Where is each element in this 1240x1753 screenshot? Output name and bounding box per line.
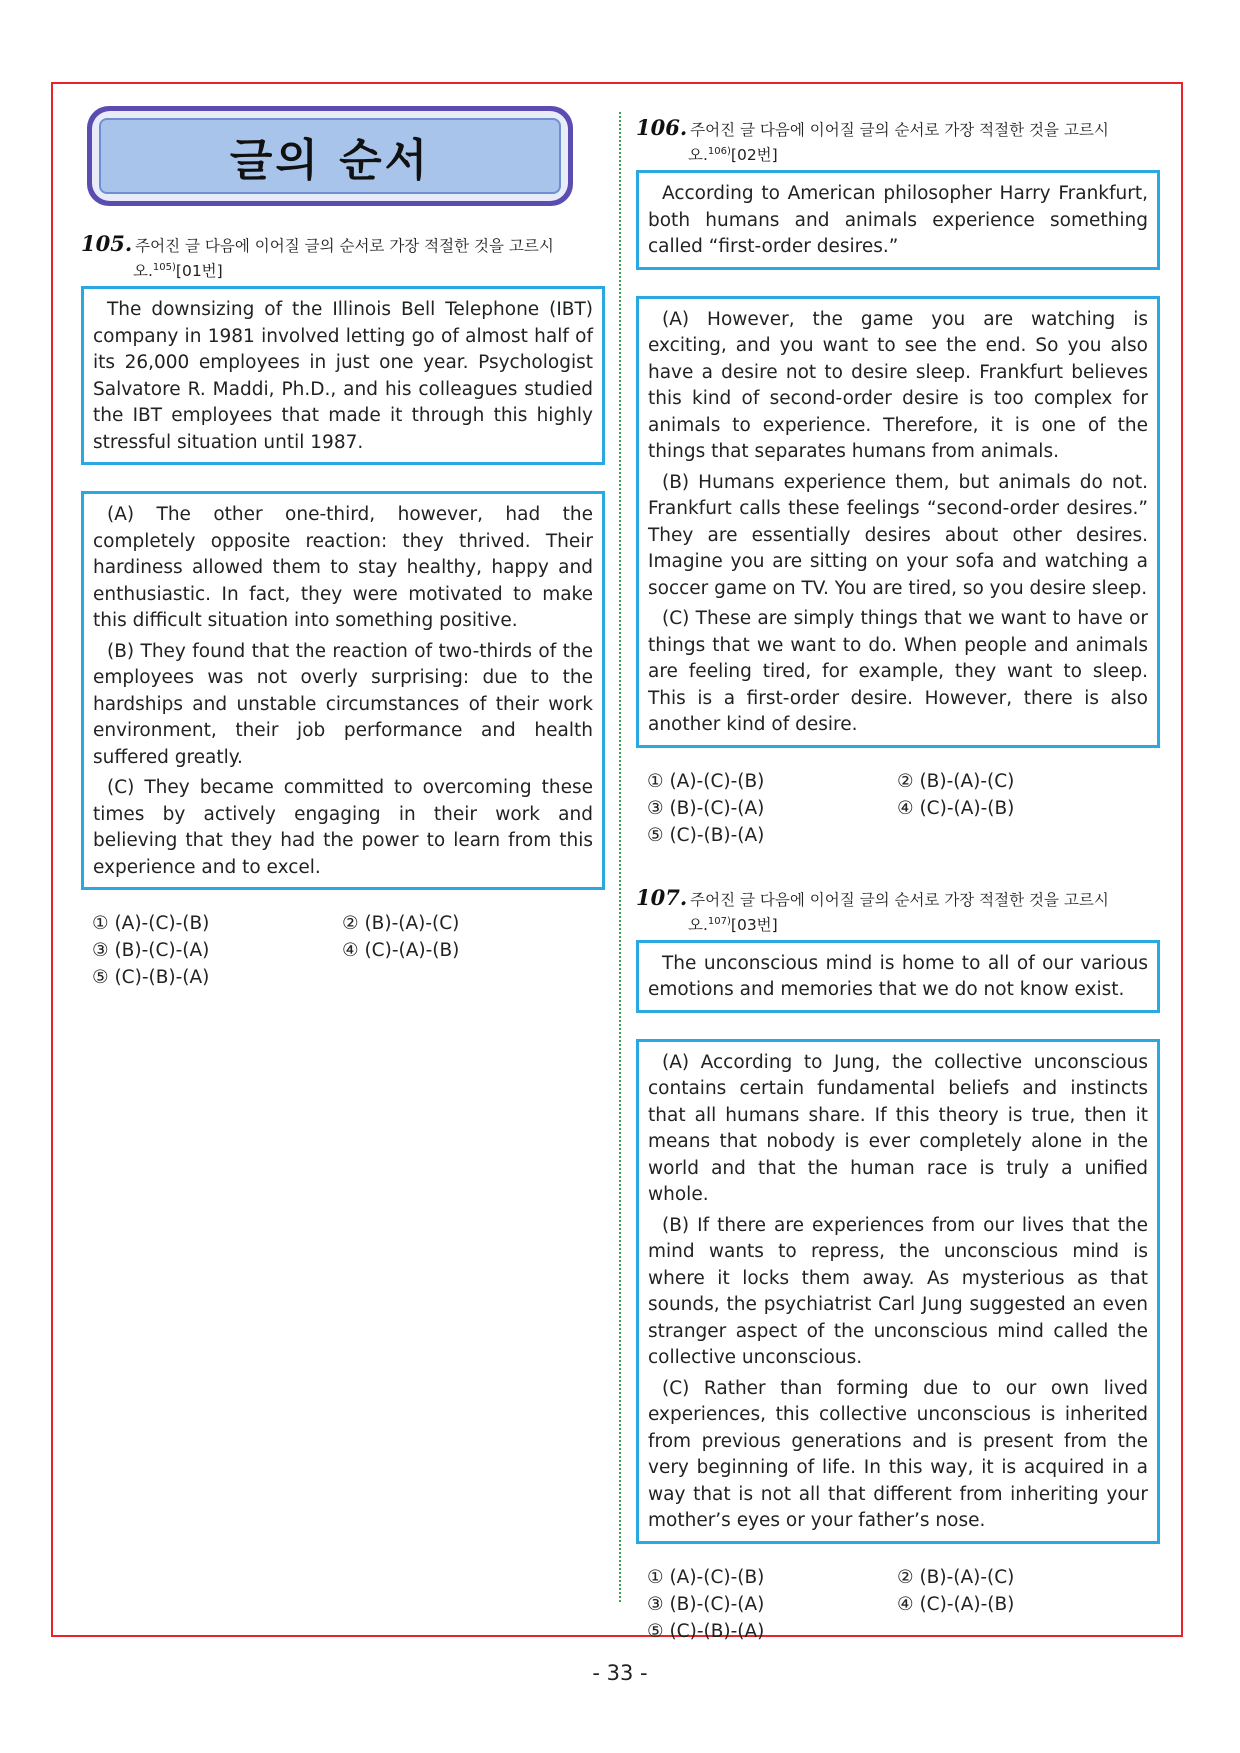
answer-choices — [636, 1564, 1160, 1645]
question-number: 105. — [81, 231, 133, 256]
question-header: 107. 주어진 글 다음에 이어질 글의 순서로 가장 적절한 것을 고르시 오.$^{107)}$[03번] — [636, 884, 1109, 934]
question-header: 106. 주어진 글 다음에 이어질 글의 순서로 가장 적절한 것을 고르시 오.$^{106)}$[02번] — [636, 115, 1109, 165]
choice-3[interactable]: ③ (B)-(C)-(A) — [647, 797, 765, 819]
choice-1[interactable]: ① (A)-(C)-(B) — [92, 913, 210, 935]
given-passage: According to American philosopher Harry Frankfurt, both humans and animals experience something called “first-order desires.” — [648, 183, 1148, 258]
paragraph-a: (A) According to Jung, the collective unconscious contains certain fundamental beliefs and instincts that all humans share. If this theory is true, then it means that nobody is ever completely alone in the world and that the human race is truly a unified whole. — [648, 1051, 1148, 1206]
right-column — [636, 117, 1160, 1645]
paragraph-b: (B) If there are experiences from our lives that the mind wants to repress, the unconscious mind is where it locks them away. As mysterious as that sounds, the psychiatrist Carl Jung suggested an even stranger aspect of the unconscious mind called the collective unconscious. — [648, 1214, 1148, 1369]
question-tag: [01번] — [175, 262, 223, 281]
question-instruction: 주어진 글 다음에 이어질 글의 순서로 가장 적절한 것을 고르시 — [690, 890, 1109, 909]
given-passage-box — [636, 940, 1160, 1013]
question-107 — [636, 884, 1160, 1645]
footnote-ref: 107) — [707, 915, 731, 927]
paragraph-c: (C) These are simply things that we want to have or things that we want to do. When people and animals are feeling tired, for example, they want to sleep. This is a first-order desire. However, there is also another kind of desire. — [648, 608, 1148, 736]
choice-2[interactable]: ② (B)-(A)-(C) — [897, 770, 1015, 792]
choice-4[interactable]: ④ (C)-(A)-(B) — [897, 1593, 1015, 1615]
choice-2[interactable]: ② (B)-(A)-(C) — [342, 913, 460, 935]
choice-3[interactable]: ③ (B)-(C)-(A) — [647, 1593, 765, 1615]
question-instruction: 주어진 글 다음에 이어질 글의 순서로 가장 적절한 것을 고르시 — [135, 237, 554, 255]
question-number: 106. — [636, 115, 688, 140]
ordering-paragraphs-box — [81, 491, 605, 890]
question-number: 107. — [636, 884, 688, 910]
answer-choices — [636, 768, 1160, 849]
choice-1[interactable]: ① (A)-(C)-(B) — [647, 770, 765, 792]
paragraph-b: (B) Humans experience them, but animals do not. Frankfurt calls these feelings “second-order desires.” They are essentially desires about other desires. Imagine you are sitting on your sofa and watching a soccer game on TV. You are tired, so you desire sleep. — [648, 471, 1148, 599]
page-number: - 33 - — [592, 1661, 648, 1685]
ordering-paragraphs-box — [636, 296, 1160, 748]
given-passage: The unconscious mind is home to all of our various emotions and memories that we do not know exist. — [648, 952, 1148, 1001]
paragraph-c: (C) They became committed to overcoming these times by actively engaging in their work and believing that they had the power to learn from this experience and to excel. — [93, 777, 593, 878]
question-instruction: 주어진 글 다음에 이어질 글의 순서로 가장 적절한 것을 고르시 — [690, 121, 1109, 139]
choice-5[interactable]: ⑤ (C)-(B)-(A) — [647, 1620, 765, 1642]
paragraph-a: (A) However, the game you are watching is exciting, and you want to see the end. So you also have a desire not to desire sleep. Frankfurt believes this kind of second-order desire is too complex for animals to experience. Therefore, it is one of the things that separates humans from animals. — [648, 308, 1148, 463]
given-passage-box — [81, 286, 605, 465]
question-header: 105. 주어진 글 다음에 이어질 글의 순서로 가장 적절한 것을 고르시 오.$^{105)}$[01번] — [81, 231, 554, 281]
given-passage: The downsizing of the Illinois Bell Telephone (IBT) company in 1981 involved letting go of almost half of its 26,000 employees in just one year. Psychologist Salvatore R. Maddi, Ph.D., and his colleagues studied the IBT employees that made it through this highly stressful situation until 1987. — [93, 299, 593, 453]
choice-4[interactable]: ④ (C)-(A)-(B) — [342, 940, 460, 962]
ordering-paragraphs-box — [636, 1039, 1160, 1544]
answer-choices — [81, 910, 605, 991]
footnote-ref: 105) — [152, 262, 176, 273]
footnote-ref: 106) — [707, 146, 731, 157]
choice-5[interactable]: ⑤ (C)-(B)-(A) — [92, 967, 210, 989]
choice-3[interactable]: ③ (B)-(C)-(A) — [92, 940, 210, 962]
choice-2[interactable]: ② (B)-(A)-(C) — [897, 1566, 1015, 1588]
question-tag: [03번] — [730, 915, 778, 934]
question-105 — [81, 233, 605, 991]
section-title: 글의 순서 — [229, 135, 431, 186]
section-banner — [87, 106, 573, 206]
left-column — [81, 106, 605, 991]
choice-4[interactable]: ④ (C)-(A)-(B) — [897, 797, 1015, 819]
paragraph-a: (A) The other one-third, however, had the completely opposite reaction: they thrived. Their hardiness allowed them to stay healthy, happy and enthusiastic. In fact, they were motivated to make this difficult situation into something positive. — [93, 504, 593, 632]
given-passage-box — [636, 170, 1160, 270]
paragraph-c: (C) Rather than forming due to our own lived experiences, this collective unconscious is inherited from previous generations and is present from the very beginning of life. In this way, it is acquired in a way that is not all that different from inheriting your mother’s eyes or your father’s nose. — [648, 1377, 1148, 1532]
question-106 — [636, 117, 1160, 849]
paragraph-b: (B) They found that the reaction of two-thirds of the employees was not overly surprising: due to the hardships and unstable circumstances of their work environment, their job performance and health suffered greatly. — [93, 640, 593, 768]
choice-5[interactable]: ⑤ (C)-(B)-(A) — [647, 824, 765, 846]
question-tag: [02번] — [730, 146, 778, 165]
column-divider — [619, 112, 621, 1602]
choice-1[interactable]: ① (A)-(C)-(B) — [647, 1566, 765, 1588]
